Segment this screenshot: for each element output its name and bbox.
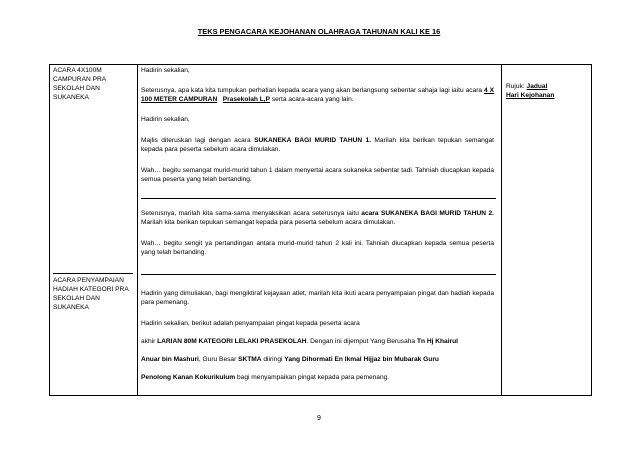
script-table [49, 64, 592, 396]
paragraph-7: Wah… begitu sengit ya pertandingan antara murid-murid tahun 2 kali ini. Tahniah diucapkan kepada semua peserta yang telah bertanding. [141, 240, 494, 256]
paragraph-11: Anuar bin Mashuri, Guru Besar SKTMA diiringi Yang Dihormati En Ikmal Hijjaz bin Mubarak Guru [141, 356, 439, 363]
paragraph-4: Majlis diteruskan lagi dengan acara SUKANEKA BAGI MURID TAHUN 1. Marilah kita berikan tepukan semangat kepada para peserta sebelum acara dimulakan. [141, 137, 494, 153]
paragraph-9: Hadirin sekalian, berikut adalah penyampaian pingat kepada peserta acara [141, 320, 360, 327]
paragraph-8: Hadirin yang dimuliakan, bagi mengiktiraf kejayaan atlet, marilah kita ikuti acara penyampaian pingat dan hadiah kepada para pemenang. [141, 290, 494, 306]
section-divider [141, 274, 496, 275]
label-divider [53, 273, 133, 274]
section-divider [141, 198, 496, 199]
paragraph-12: Penolong Kanan Kokurikulum bagi menyampaikan pingat kepada para pemenang. [141, 374, 390, 381]
reference-column [502, 65, 592, 396]
paragraph-1: Hadirin sekalian, [141, 67, 190, 74]
event-label-column [50, 65, 138, 396]
page-number: 9 [317, 415, 321, 422]
paragraph-5: Wah… begitu semangat murid-murid tahun 1 dalam menyertai acara sukaneka sebentar tadi. Tahniah diucapkan kepada semua peserta yang telah bertanding. [141, 167, 494, 183]
reference-note [506, 83, 589, 101]
reference-prefix: Rujuk: [506, 83, 525, 90]
script-text-column [138, 65, 502, 396]
event-label-1: ACARA 4X100M CAMPURAN PRA SEKOLAH DAN SUKANEKA [53, 67, 106, 101]
reference-link-schedule[interactable]: Jadual [526, 83, 548, 90]
event-label-2: ACARA PENYAMPAIAN HADIAH KATEGORI PRA SEKOLAH DAN SUKANEKA [53, 277, 129, 311]
paragraph-10: akhir LARIAN 80M KATEGORI LELAKI PRASEKOLAH. Dengan ini dijemput Yang Berusaha Tn Hj Khairul [141, 338, 458, 345]
reference-link-event-day[interactable]: Hari Kejohanan [506, 91, 555, 99]
paragraph-3: Hadirin sekalian, [141, 116, 190, 123]
page-title: TEKS PENGACARA KEJOHANAN OLAHRAGA TAHUNAN KALI KE 16 [197, 27, 441, 36]
paragraph-2: Seterusnya, apa kata kita tumpukan perhatian kepada acara yang akan berlangsung sebentar sahaja lagi iaitu acara 4 X 100 METER CAMPURAN Prasekolah L,P serta acara-acara yang lain. [141, 87, 494, 103]
paragraph-6: Seterusnya, marilah kita sama-sama menyaksikan acara seterusnya iaitu acara SUKANEKA BAGI MURID TAHUN 2. Marilah kita berikan tepukan semangat kepada para peserta sebelum acara dimulakan. [141, 210, 494, 226]
